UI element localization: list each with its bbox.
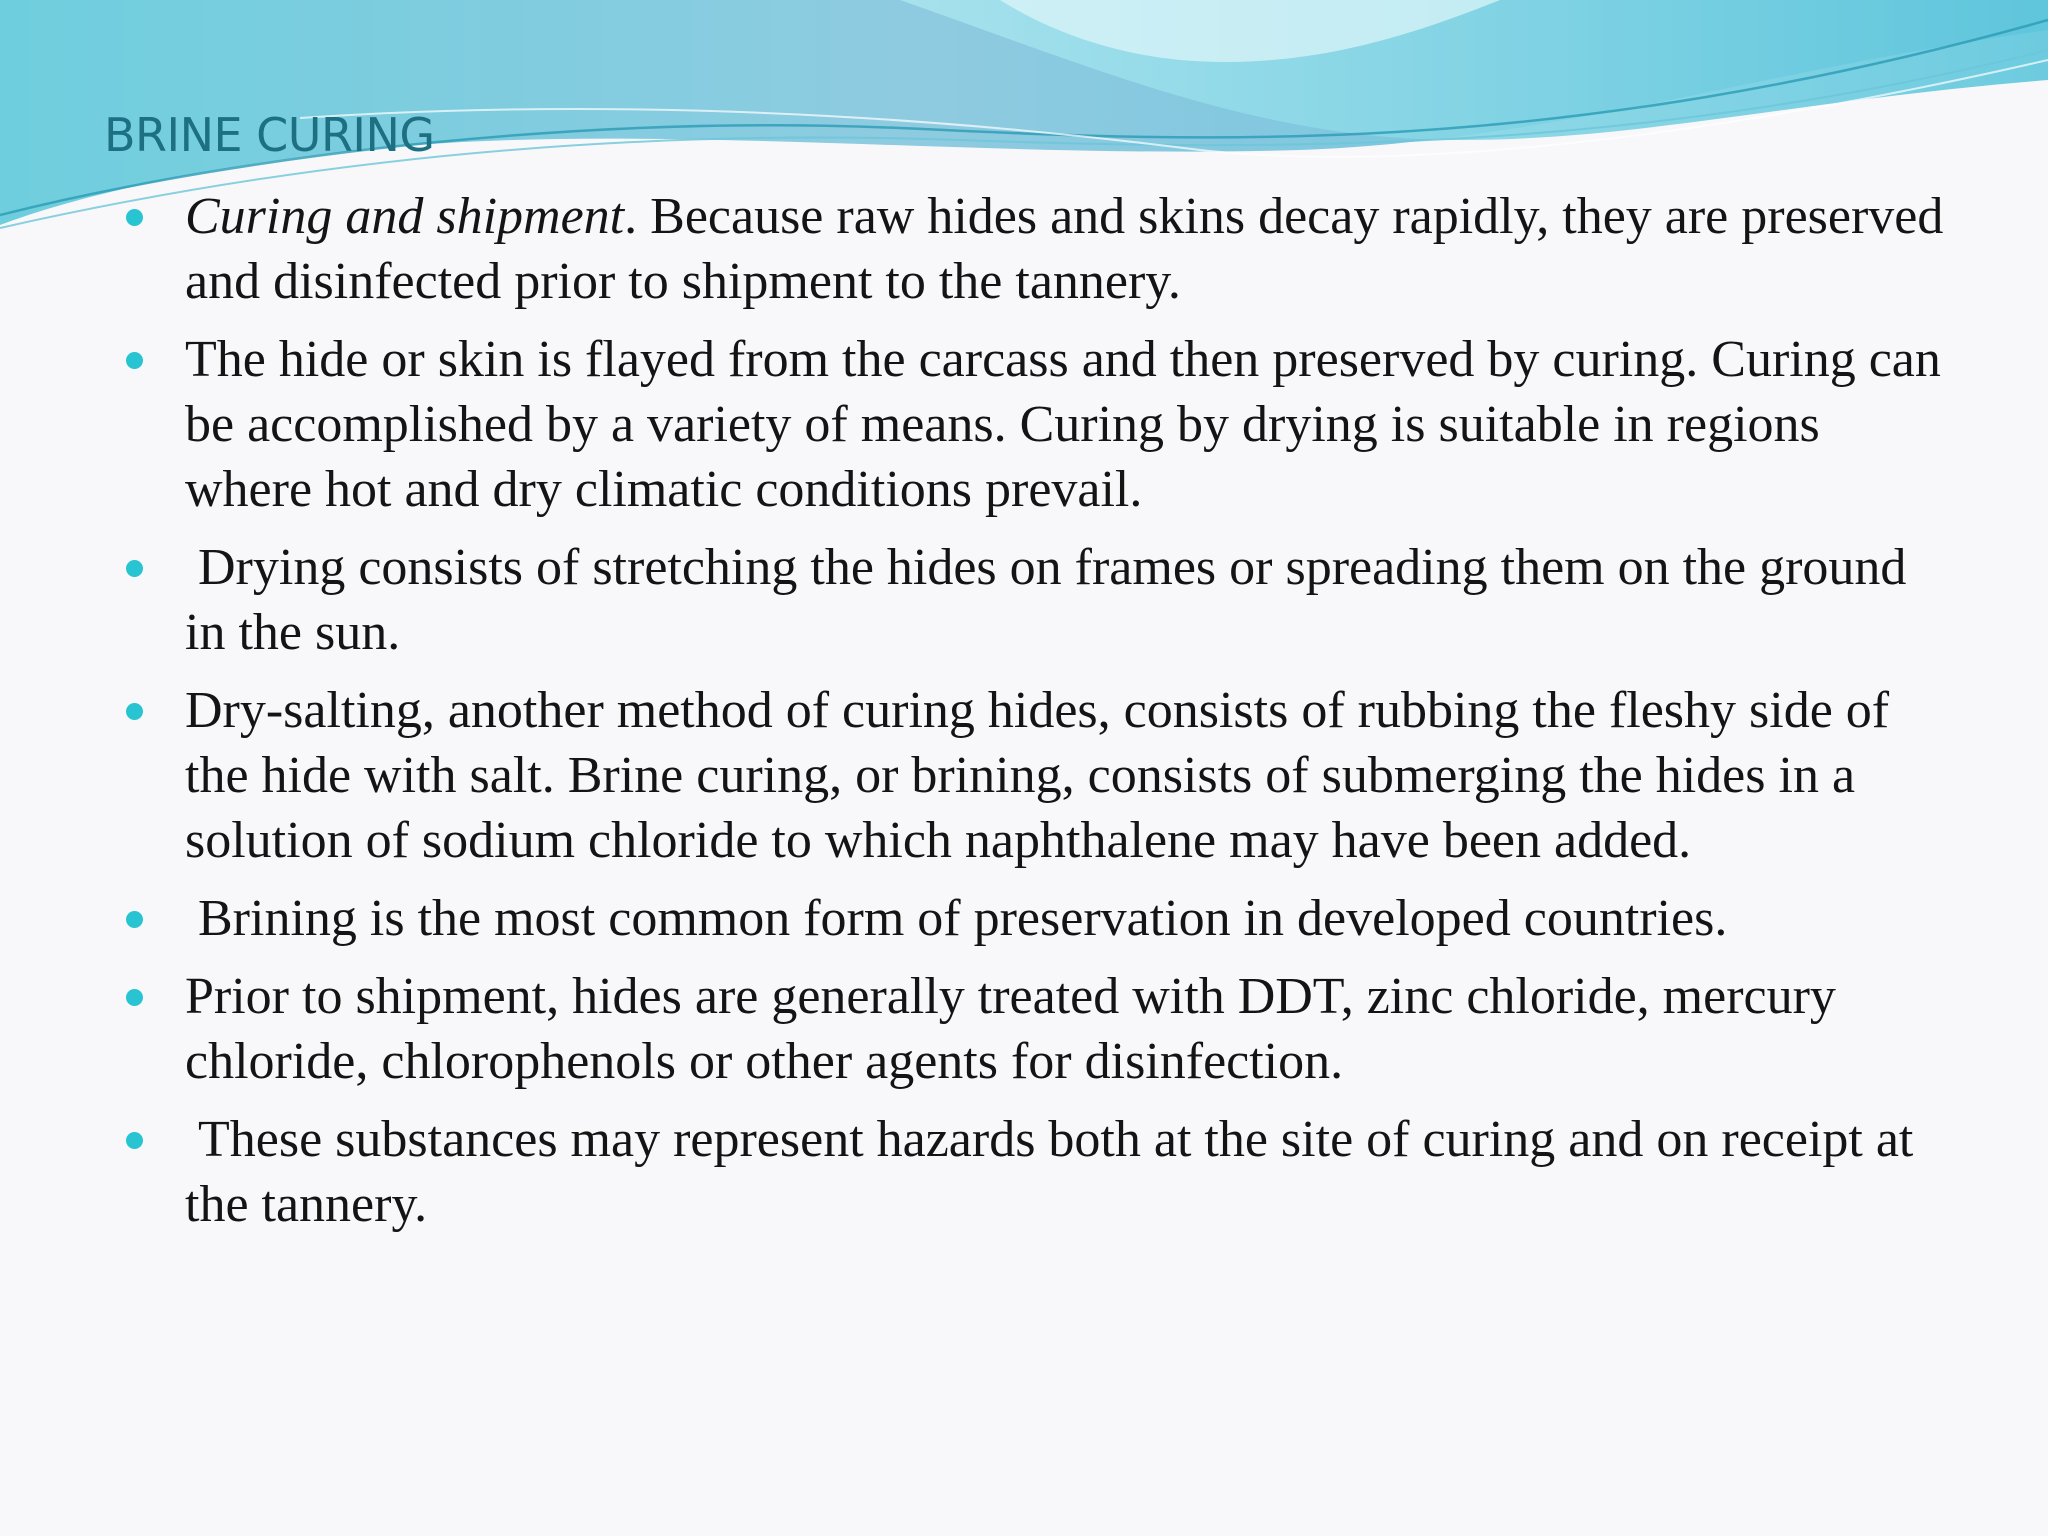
- bullet-item-4: [126, 678, 1956, 873]
- bullet-dot-icon: [126, 703, 143, 720]
- bullet-item-6: [126, 964, 1956, 1094]
- bullet-item-5: [126, 886, 1956, 951]
- bullet-dot-icon: [126, 352, 143, 369]
- bullet-text: Prior to shipment, hides are generally treated with DDT, zinc chloride, mercury chloride, chlorophenols or other agents for disinfection.: [185, 968, 1836, 1090]
- bullet-dot-icon: [126, 560, 143, 577]
- bullet-item-7: [126, 1107, 1956, 1237]
- bullet-item-2: [126, 327, 1956, 522]
- bullet-list: [126, 184, 1956, 1250]
- bullet-dot-icon: [126, 989, 143, 1006]
- bullet-text: Dry-salting, another method of curing hides, consists of rubbing the fleshy side of the hide with salt. Brine curing, or brining, consists of submerging the hides in a solution of sodium chloride to which naphthalene may have been added.: [185, 682, 1890, 869]
- bullet-text: The hide or skin is flayed from the carcass and then preserved by curing. Curing can be accomplished by a variety of means. Curing by drying is suitable in regions where hot and dry climatic conditions prevail.: [185, 331, 1941, 518]
- bullet-item-1: [126, 184, 1956, 314]
- bullet-lead-italic: Curing and shipment: [185, 188, 625, 245]
- bullet-text: Brining is the most common form of preservation in developed countries.: [185, 890, 1728, 947]
- slide-title: BRINE CURING: [104, 108, 435, 162]
- bullet-text: . Because raw hides and skins decay rapidly, they are preserved and disinfected prior to shipment to the tannery.: [185, 188, 1944, 310]
- bullet-dot-icon: [126, 209, 143, 226]
- bullet-text: Drying consists of stretching the hides on frames or spreading them on the ground in the sun.: [185, 539, 1920, 661]
- bullet-dot-icon: [126, 911, 143, 928]
- bullet-item-3: [126, 535, 1956, 665]
- bullet-text: These substances may represent hazards both at the site of curing and on receipt at the tannery.: [185, 1111, 1927, 1233]
- bullet-dot-icon: [126, 1132, 143, 1149]
